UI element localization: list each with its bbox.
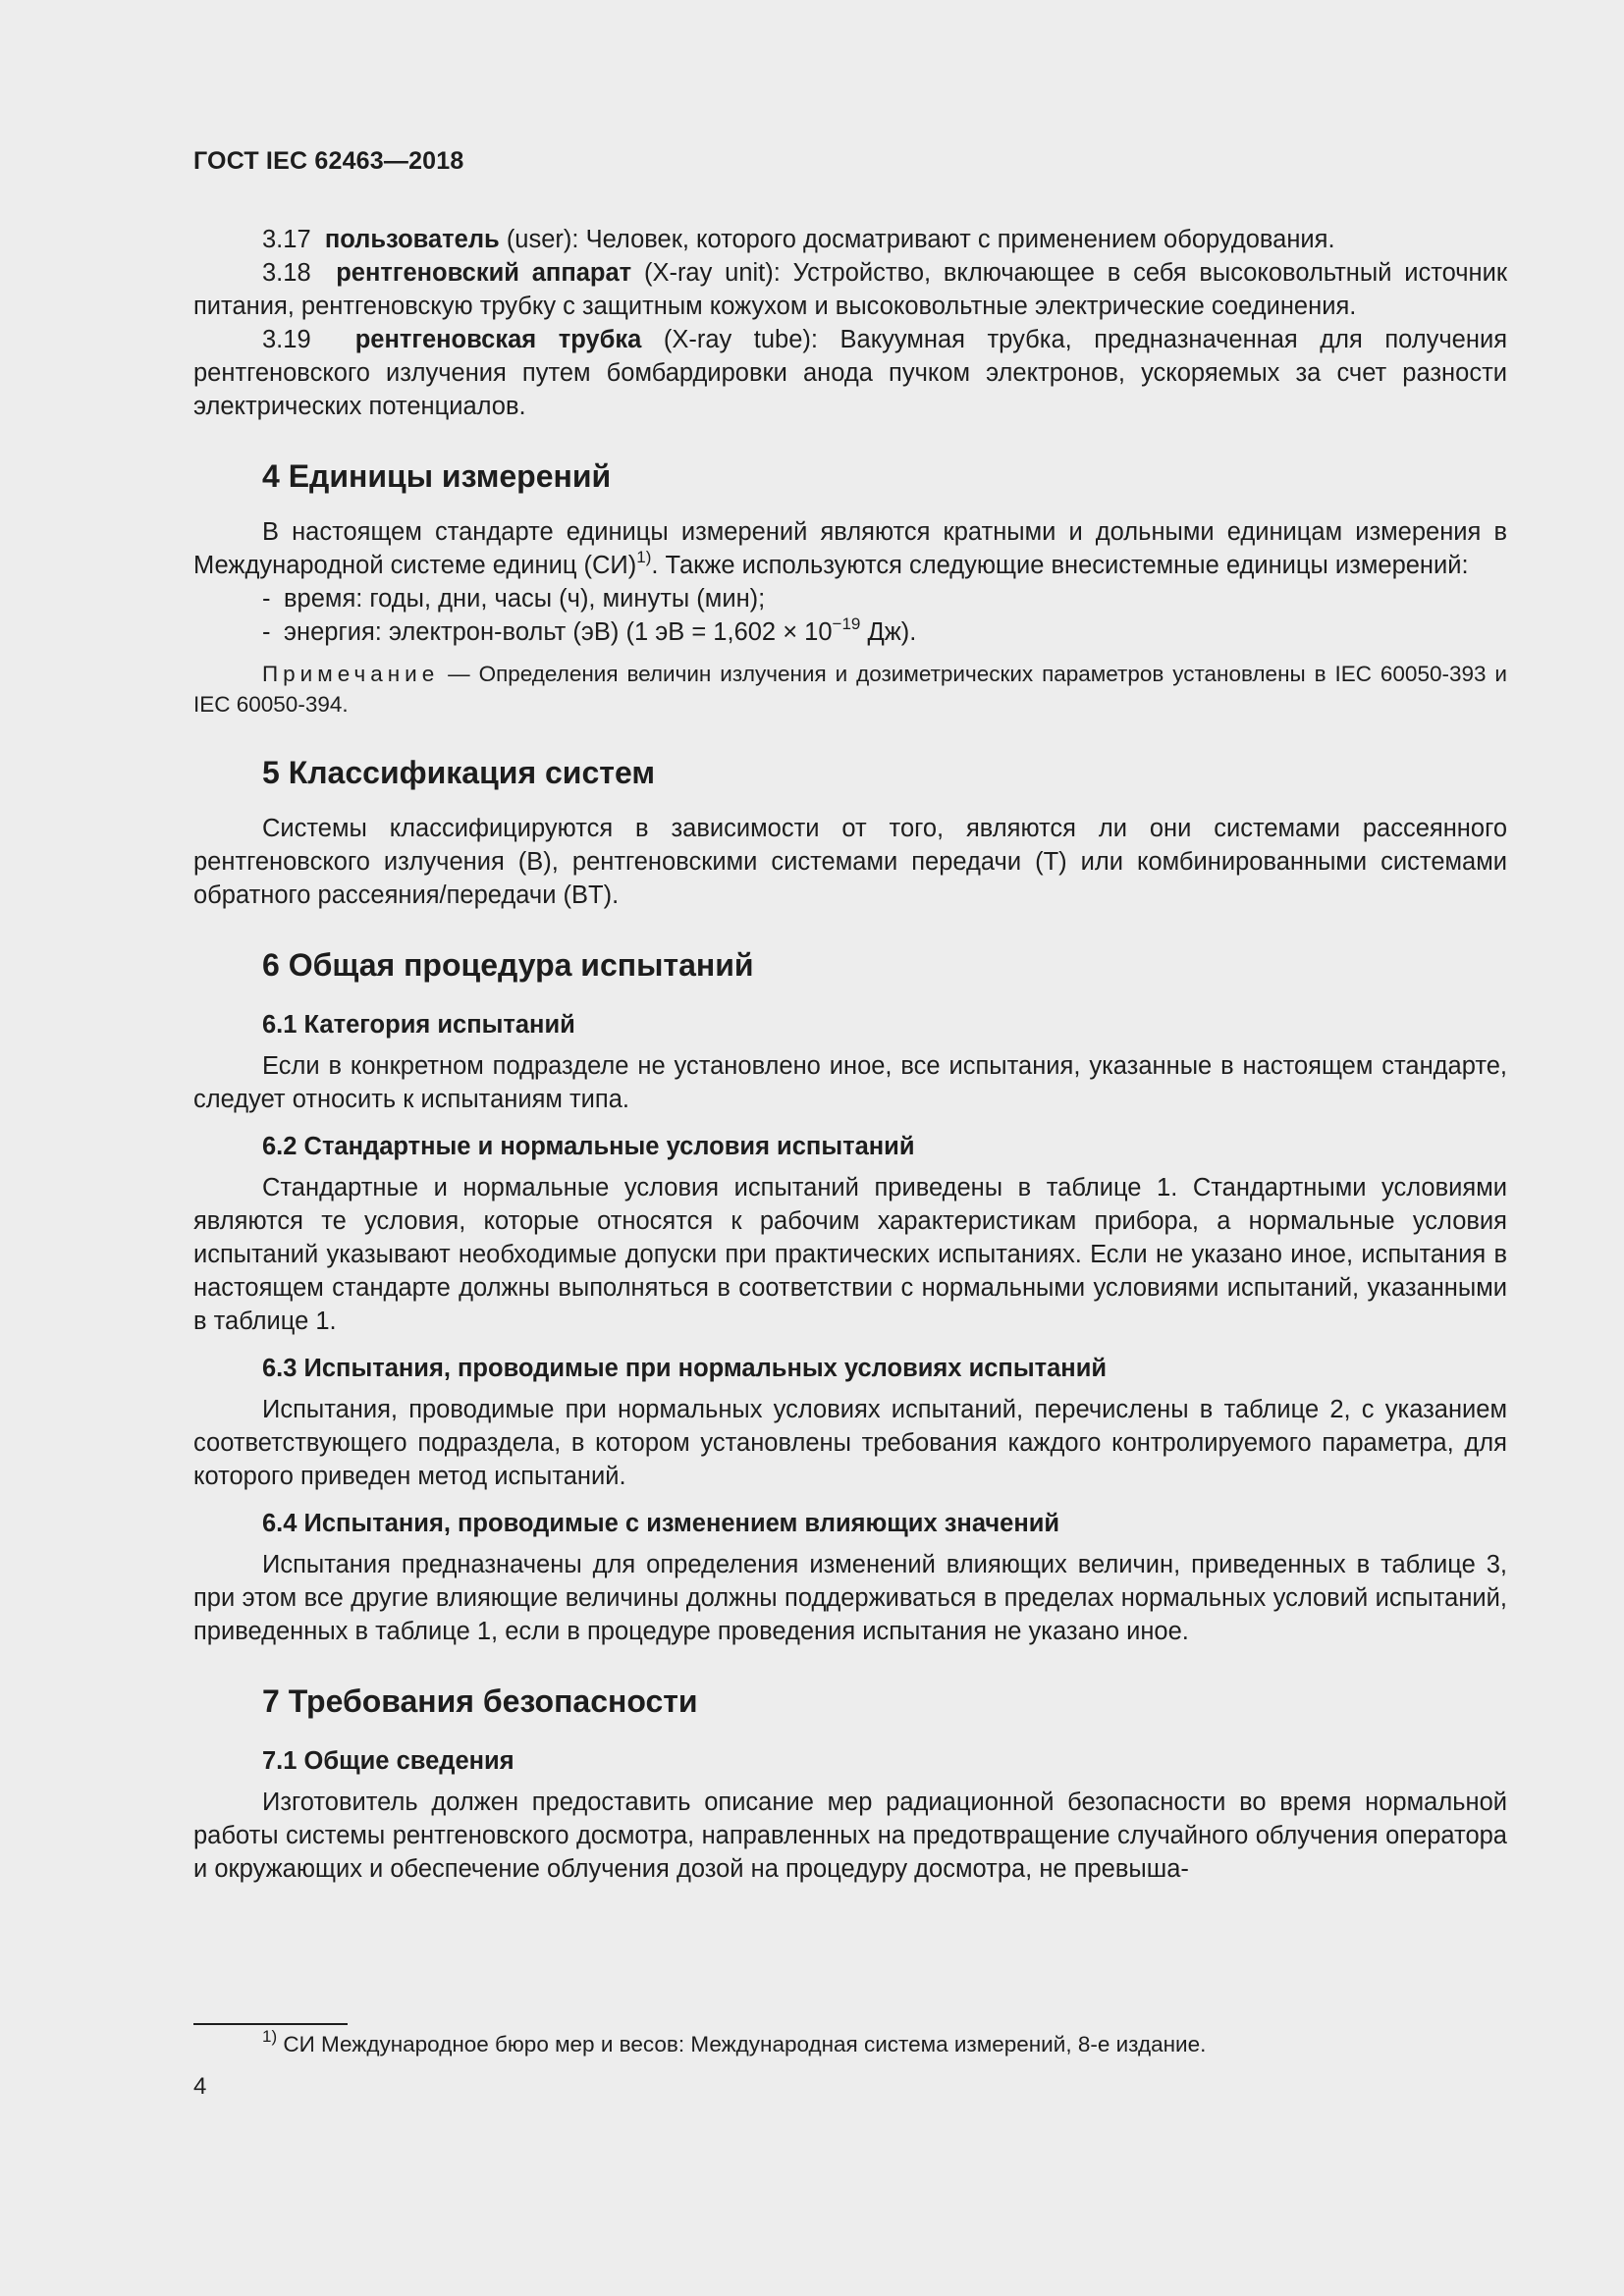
note-label: Примечание [262,662,440,686]
section-5-heading: 5 Классификация систем [262,755,655,790]
definition-3-19 [193,323,1507,423]
section-5-paragraph: Системы классифицируются в зависимости от того, являются ли они системами рассеянного рентгеновского излучения (B), рентгеновскими системами передачи (T) или комбинированными системами обратного рассеяния/передачи (BT). [193,815,1507,909]
definition-text: Устройство, включающее в себя высоковольтный источник питания, рентгеновскую трубку с защитным кожухом и высоковольтные электрические соединения. [193,259,1507,320]
list-item-time [193,582,1507,615]
document-page [193,147,1507,1886]
definition-term: пользователь [324,226,500,253]
definition-text: Вакуумная трубка, предназначенная для получения рентгеновского излучения путем бомбардировки анода пучком электронов, ускоряемых за счет разности электрических потенциалов. [193,326,1507,420]
list-dash: - [262,618,271,646]
footnote-reference[interactable]: 1) [636,547,652,566]
section-6-2-heading: 6.2 Стандартные и нормальные условия испытаний [262,1133,915,1160]
definition-english: (X-ray unit): [643,259,781,287]
section-6-3-heading: 6.3 Испытания, проводимые при нормальных условиях испытаний [262,1355,1108,1382]
section-4-paragraph [193,515,1507,582]
list-item-text-cont: Дж). [860,618,917,646]
footnote [262,2026,1207,2059]
definition-english: (user): [506,226,579,253]
section-4-text-cont: . Также используются следующие внесистемные единицы измерений: [651,552,1469,579]
exponent: −19 [832,614,861,633]
footnote-marker: 1) [262,2026,278,2046]
section-6-4-paragraph: Испытания предназначены для определения изменений влияющих величин, приведенных в таблице 3, при этом все другие влияющие величины должны поддерживаться в пределах нормальных условий испытаний, приведенных в таблице 1, если в процедуре проведения испытания не указано иное. [193,1551,1507,1645]
section-4-text: В настоящем стандарте единицы измерений являются кратными и дольными единицам измерения в Международной системе единиц (СИ) [193,518,1507,579]
section-6-1-paragraph: Если в конкретном подразделе не установлено иное, все испытания, указанные в настоящем стандарте, следует относить к испытаниям типа. [193,1052,1507,1113]
section-7-heading: 7 Требования безопасности [262,1683,698,1719]
definition-number: 3.18 [262,259,311,287]
section-7-1-paragraph: Изготовитель должен предоставить описание мер радиационной безопасности во время нормальной работы системы рентгеновского досмотра, направленных на предотвращение случайного облучения оператора и окружающих и обеспечение облучения дозой на процедуру досмотра, не превыша- [193,1789,1507,1883]
section-6-2-paragraph: Стандартные и нормальные условия испытаний приведены в таблице 1. Стандартными условиями являются те условия, которые относятся к рабочим характеристикам прибора, а нормальные условия испытаний указывают необходимые допуски при практических испытаниях. Если не указано иное, испытания в настоящем стандарте должны выполняться в соответствии с нормальными условиями испытаний, указанными в таблице 1. [193,1174,1507,1335]
list-item-energy [193,615,1507,649]
note-text: — Определения величин излучения и дозиметрических параметров установлены в IEC 60050-393 и IEC 60050-394. [193,662,1507,717]
section-7-1-heading: 7.1 Общие сведения [262,1747,514,1775]
section-6-1-heading: 6.1 Категория испытаний [262,1011,575,1039]
section-4-heading: 4 Единицы измерений [262,458,612,494]
list-item-text: энергия: электрон-вольт (эВ) (1 эВ = 1,602 × 10 [284,618,833,646]
definition-3-17 [193,223,1507,256]
section-6-4-heading: 6.4 Испытания, проводимые с изменением влияющих значений [262,1510,1060,1537]
definition-3-18 [193,256,1507,323]
section-6-heading: 6 Общая процедура испытаний [262,947,754,983]
footnote-text: СИ Международное бюро мер и весов: Международная система измерений, 8-е издание. [277,2032,1207,2056]
definition-number: 3.17 [262,226,311,253]
section-4-note [193,659,1507,720]
list-item-text: время: годы, дни, часы (ч), минуты (мин); [284,585,766,613]
footnote-divider [193,2023,348,2025]
definition-text: Человек, которого досматривают с применением оборудования. [585,226,1335,253]
document-header: ГОСТ IEC 62463—2018 [193,147,464,175]
page-number: 4 [193,2073,207,2100]
list-dash: - [262,585,271,613]
section-6-3-paragraph: Испытания, проводимые при нормальных условиях испытаний, перечислены в таблице 2, с указанием соответствующего подраздела, в котором установлены требования каждого контролируемого параметра, для которого приведен метод испытаний. [193,1396,1507,1490]
definition-english: (X-ray tube): [663,326,818,353]
definition-term: рентгеновская трубка [354,326,642,353]
definition-number: 3.19 [262,326,311,353]
definition-term: рентгеновский аппарат [336,259,632,287]
